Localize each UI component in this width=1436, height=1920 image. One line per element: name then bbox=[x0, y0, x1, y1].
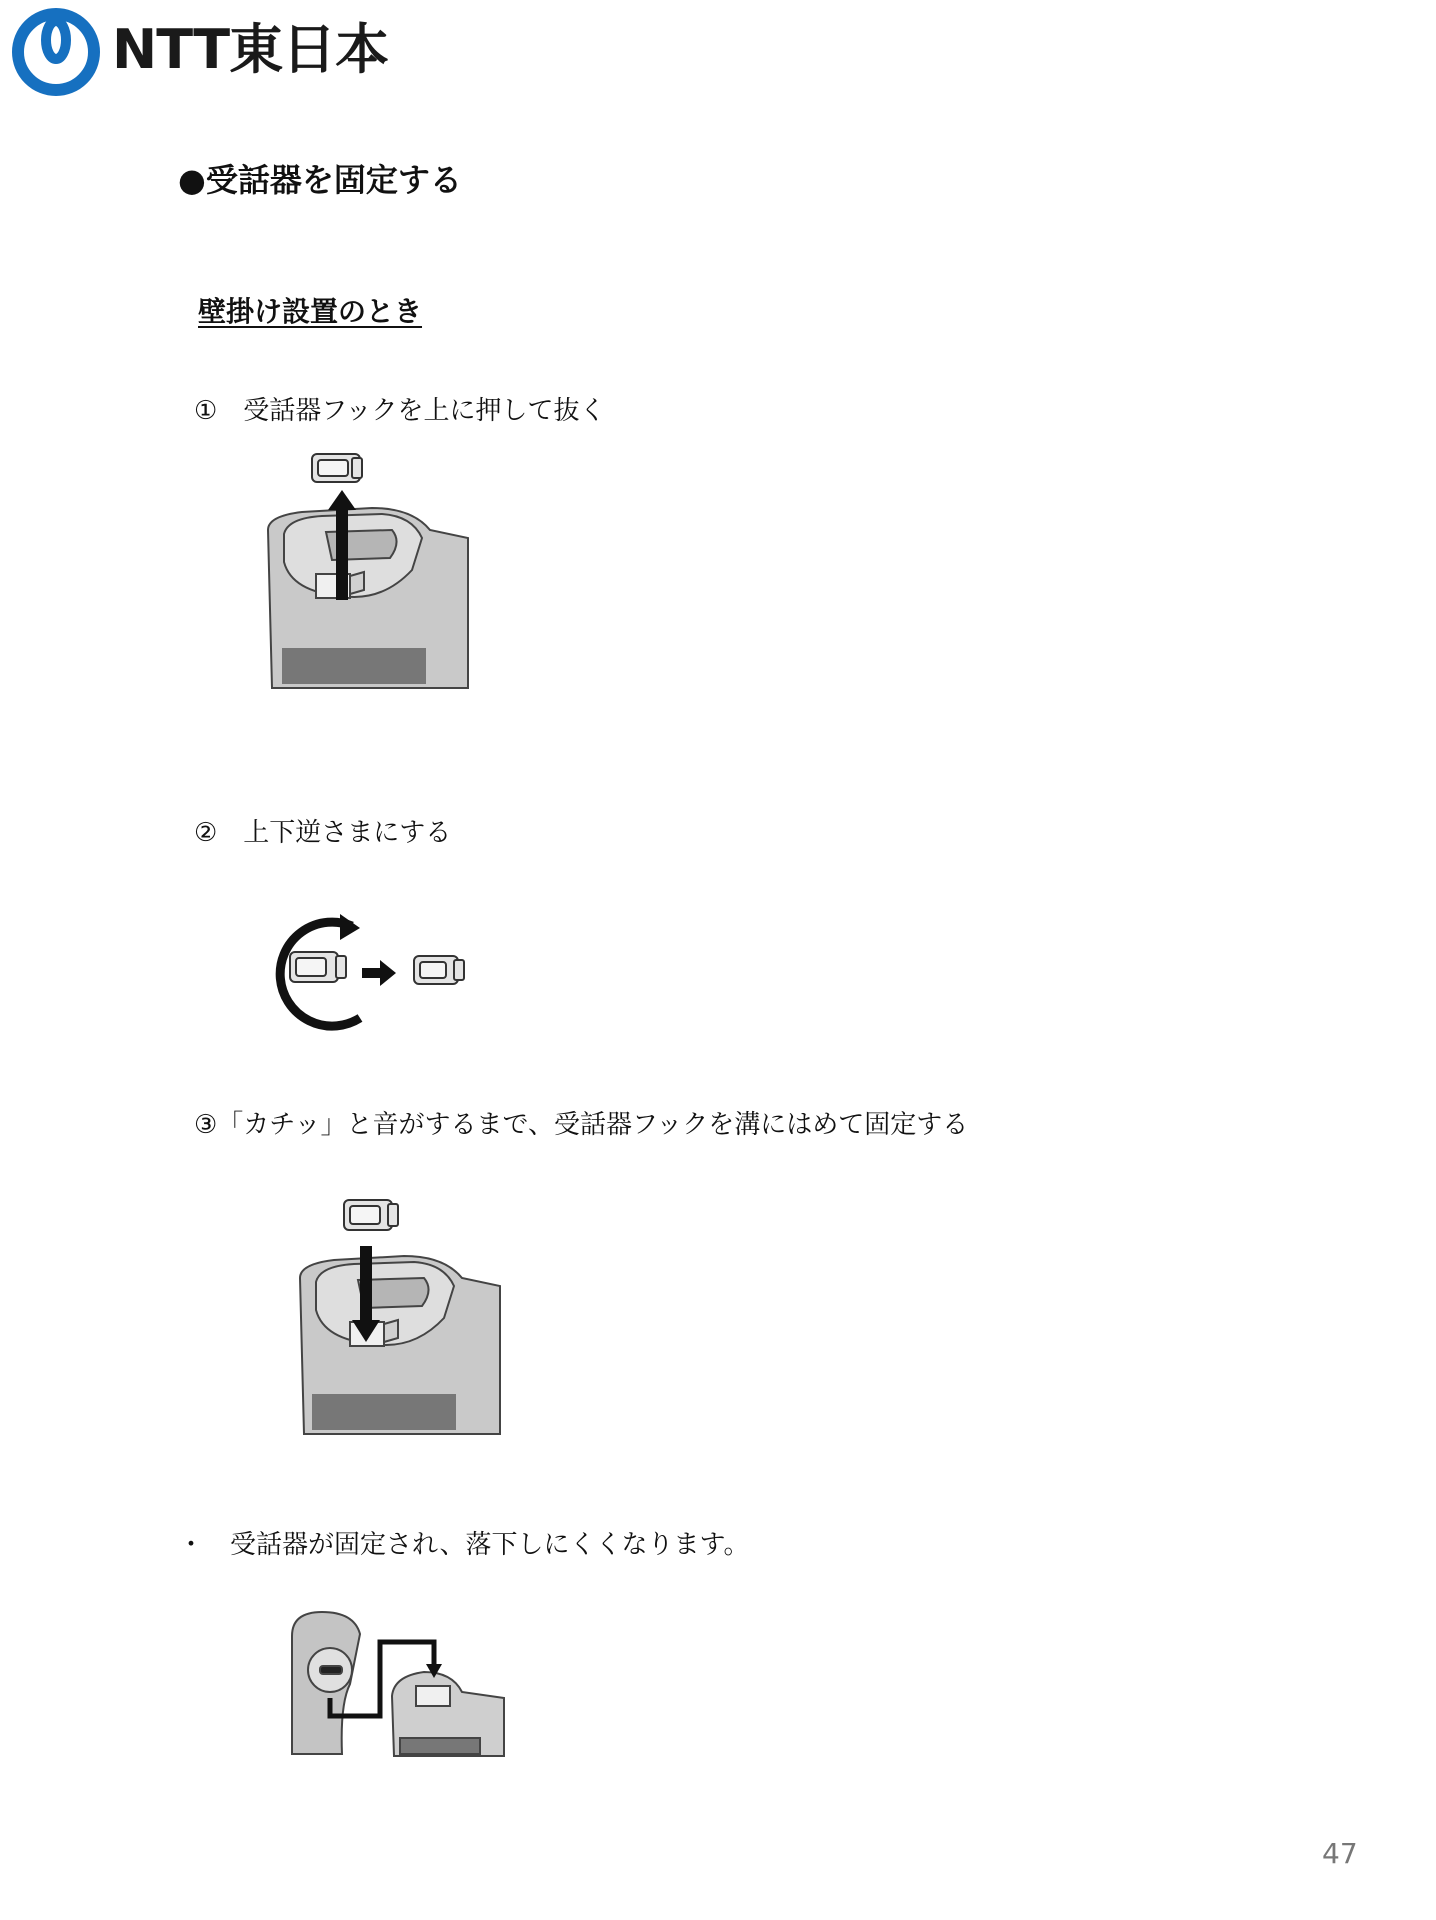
speaker-grille bbox=[312, 1394, 456, 1430]
hook-piece-icon bbox=[290, 952, 346, 982]
step-1-text: ① 受話器フックを上に押して抜く bbox=[194, 396, 606, 426]
handset-icon bbox=[292, 1612, 360, 1754]
arrow-right-icon bbox=[362, 960, 396, 986]
step-1-figure bbox=[262, 452, 474, 690]
hook-piece-icon bbox=[414, 956, 464, 984]
note-figure bbox=[284, 1606, 510, 1758]
step-3-text: ③「カチッ」と音がするまで、受話器フックを溝にはめて固定する bbox=[194, 1110, 969, 1140]
speaker-grille bbox=[282, 648, 426, 684]
sub-title: 壁掛け設置のとき bbox=[198, 295, 423, 328]
page-number: 47 bbox=[1322, 1837, 1358, 1870]
note-text: ・ 受話器が固定され、落下しにくくなります。 bbox=[178, 1530, 750, 1560]
step-3-figure bbox=[294, 1196, 506, 1436]
logo-text: NTT東日本 bbox=[112, 18, 389, 81]
hook-piece-icon bbox=[344, 1200, 398, 1230]
step-2-text: ② 上下逆さまにする bbox=[194, 818, 452, 848]
section-title: ●受話器を固定する bbox=[178, 161, 462, 199]
ntt-logo-icon bbox=[10, 6, 102, 98]
step-2-figure bbox=[256, 910, 476, 1034]
hook-piece-icon bbox=[312, 454, 362, 482]
